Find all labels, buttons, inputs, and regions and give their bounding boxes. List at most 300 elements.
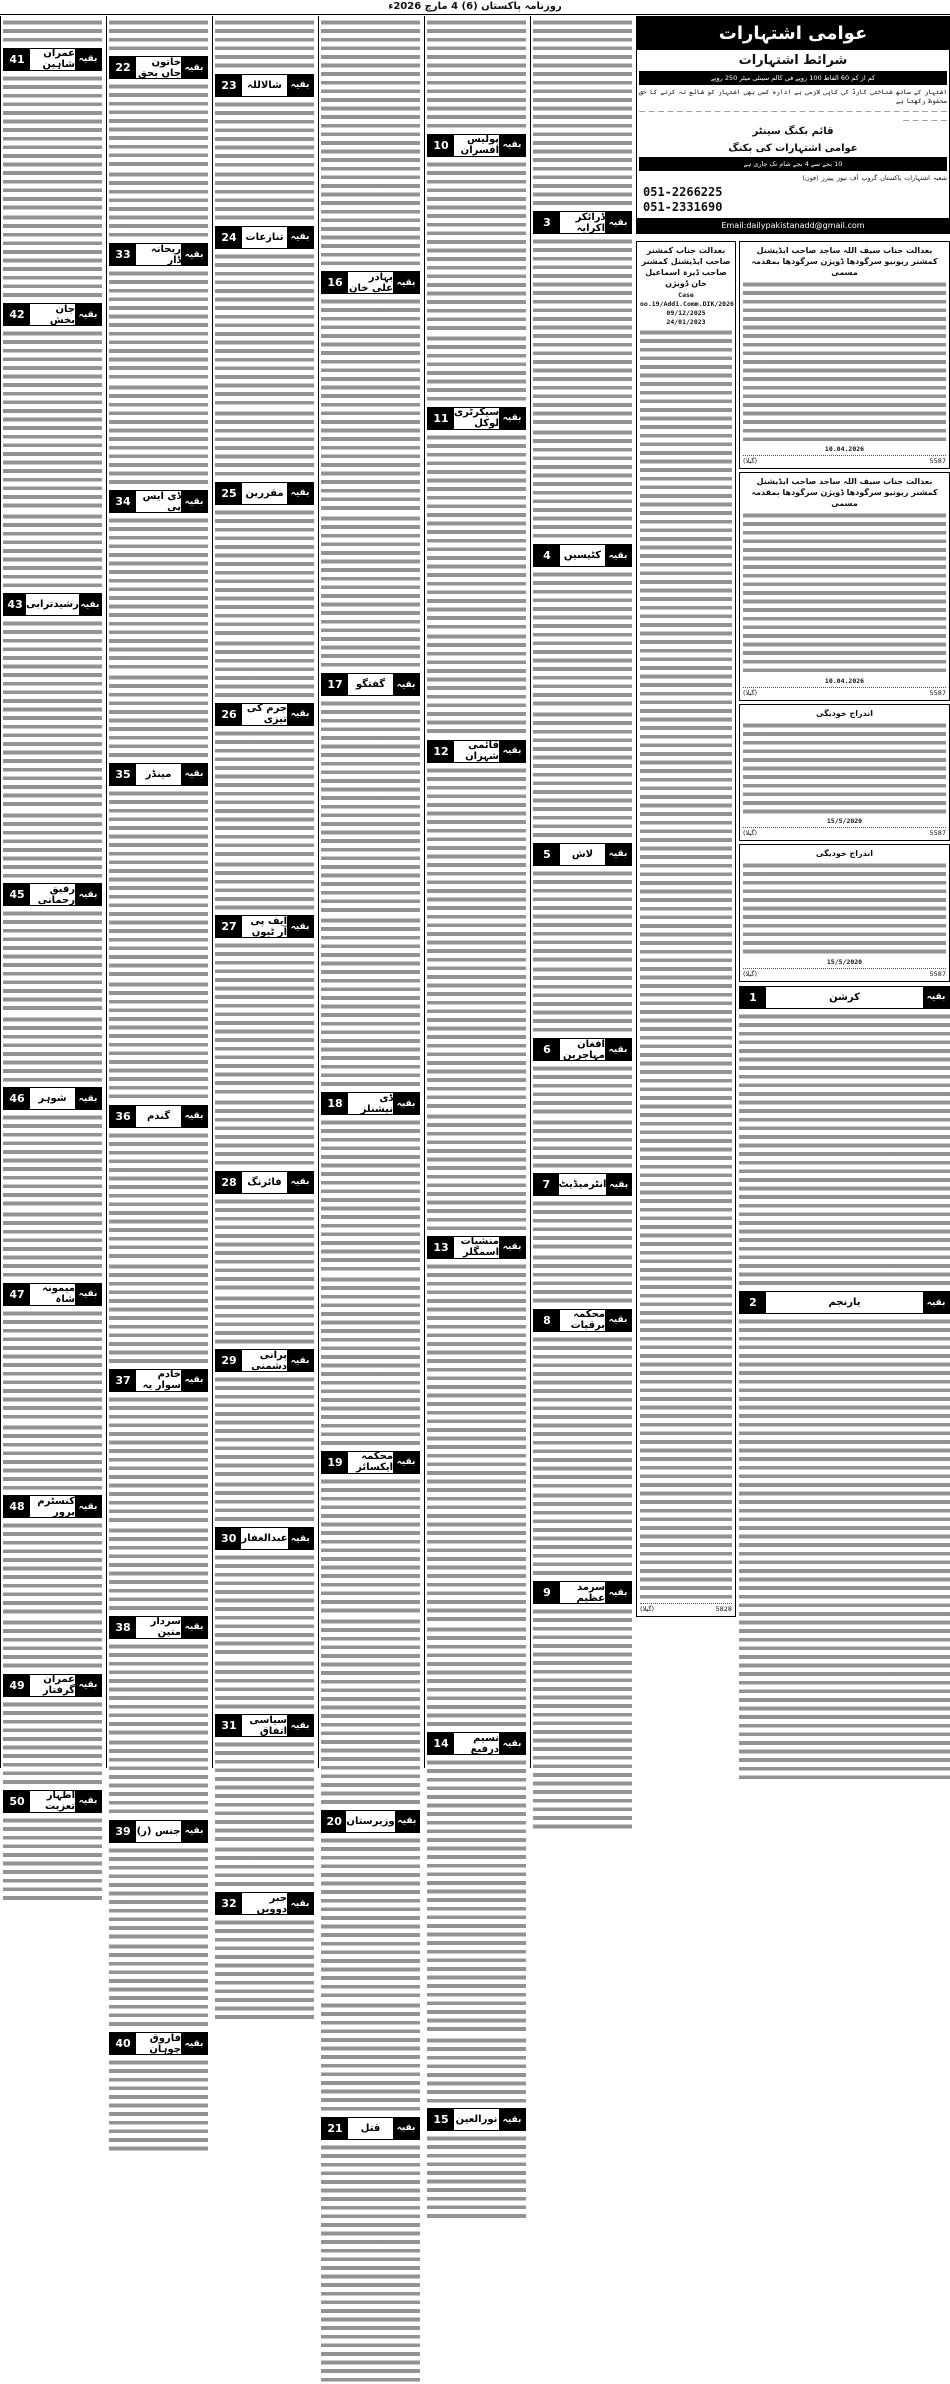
- section-header-13: [427, 1236, 526, 1259]
- body-text: [533, 1064, 632, 1116]
- body-text: [3, 811, 102, 880]
- section-title: افغان مہاجرین: [563, 1038, 605, 1061]
- section-number: 18: [322, 1093, 348, 1114]
- body-text: [109, 1846, 208, 1941]
- body-text: [321, 514, 420, 669]
- section-title: جبر دوویں: [256, 1892, 287, 1915]
- section-number: 23: [216, 75, 242, 96]
- body-text: [743, 721, 946, 816]
- section-title: لاش: [571, 848, 594, 860]
- body-text: [215, 1918, 314, 2021]
- body-text: [321, 1617, 420, 1806]
- section-label: بقیہ: [287, 1172, 313, 1193]
- case-no: 5828: [715, 1604, 732, 1613]
- body-text: [215, 860, 314, 912]
- section-title: قتل: [360, 2122, 381, 2134]
- case-date-2: 24/01/2023: [666, 317, 706, 326]
- body-text: [427, 1262, 526, 1623]
- section-label: بقیہ: [499, 1237, 525, 1258]
- section-header-40: [109, 2032, 208, 2055]
- section-label: بقیہ: [181, 1370, 207, 1391]
- section-label: بقیہ: [181, 1617, 207, 1638]
- section-number: 32: [216, 1893, 242, 1914]
- section-title: وزیرستان: [346, 1815, 395, 1827]
- court-notice-head: اندراج خودیگی: [816, 849, 873, 859]
- section-header-47: [3, 1283, 102, 1306]
- column-3: [212, 16, 316, 1915]
- body-text: [3, 213, 102, 299]
- section-title: جان بخش: [49, 303, 75, 326]
- body-text: [321, 18, 420, 267]
- section-label: بقیہ: [181, 57, 207, 78]
- section-title: تنازعات: [245, 231, 284, 243]
- section-label: بقیہ: [393, 1452, 419, 1473]
- body-text: [427, 18, 526, 130]
- section-label: بقیہ: [287, 75, 313, 96]
- section-title: محکمہ ایکسائز: [356, 1451, 393, 1474]
- body-text: [533, 18, 632, 207]
- section-number: 26: [216, 704, 242, 725]
- ads-subtitle: شرائط اشتہارات: [738, 53, 848, 68]
- section-header-26: [215, 703, 314, 726]
- section-header-4: [533, 544, 632, 567]
- notices-right: [739, 238, 950, 1784]
- section-title: رفیق رحمانی: [37, 883, 75, 906]
- ads-office: شعبہ اشتہارات پاکستان گروپ آف نیوز پیپرز (فون): [802, 174, 947, 183]
- section-title: گندم: [147, 1110, 171, 1122]
- section-number: 13: [428, 1237, 454, 1258]
- section-label: بقیہ: [287, 1893, 313, 1914]
- ads-booking-strip: 10 بجے سے 4 بجے شام تک جاری ہے: [639, 157, 947, 171]
- section-title: فاروق چوہان: [149, 2032, 181, 2055]
- section-header-35: [109, 763, 208, 786]
- section-number: 48: [4, 1496, 30, 1517]
- section-label: بقیہ: [75, 884, 101, 905]
- section-header-5: [533, 843, 632, 866]
- section-header-28: [215, 1171, 314, 1194]
- body-text: [109, 18, 208, 52]
- body-text: [109, 673, 208, 759]
- notices-area: [636, 238, 950, 1784]
- case-date-1: 09/12/2025: [666, 308, 706, 317]
- case-body: [640, 328, 732, 1601]
- court-notice-foot: 5587 (گیلا): [743, 829, 946, 838]
- section-number: 30: [216, 1528, 241, 1549]
- section-number: 10: [428, 135, 454, 156]
- body-text: [321, 297, 420, 512]
- section-header-10: [427, 134, 526, 157]
- body-text: [3, 1423, 102, 1492]
- section-label: بقیہ: [499, 135, 525, 156]
- section-number: 24: [216, 227, 242, 248]
- section-label: بقیہ: [181, 764, 207, 785]
- body-text: [321, 1275, 420, 1447]
- section-label: بقیہ: [75, 1791, 101, 1812]
- section-label: بقیہ: [75, 1088, 101, 1109]
- section-number: 40: [110, 2033, 136, 2054]
- court-notice: [739, 704, 950, 842]
- section-title: شوہر: [38, 1093, 67, 1105]
- court-notice-no: 5587: [929, 969, 946, 978]
- section-header-14: [427, 1732, 526, 1755]
- column-1: [0, 16, 104, 1813]
- body-text: [3, 74, 102, 212]
- section-header-3: [533, 211, 632, 234]
- section-header-30: [215, 1527, 314, 1550]
- section-title: منشیات اسمگلر: [460, 1236, 499, 1259]
- section-header-46: [3, 1087, 102, 1110]
- court-notice-head: بعدالت جناب سیف اللہ ساجد صاحب ایڈیشنل کمشنر ریونیو سرگودھا ڈویژن سرگودھا بمقدمہ مسمی: [751, 245, 938, 277]
- body-text: [3, 1309, 102, 1421]
- body-text: [427, 1112, 526, 1232]
- case-notice: [636, 241, 736, 1617]
- section-title: بہادر علی خان: [348, 271, 393, 294]
- section-header-49: [3, 1674, 102, 1697]
- body-text: [215, 252, 314, 407]
- body-text: [215, 1553, 314, 1656]
- section-label: بقیہ: [181, 491, 207, 512]
- section-title: فائرنگ: [247, 1176, 282, 1188]
- section-title: عمران شاہین: [42, 48, 75, 71]
- section-title: کرشن: [829, 991, 860, 1003]
- section-number: 6: [534, 1039, 560, 1060]
- body-text: [215, 1740, 314, 1843]
- section-label: بقیہ: [287, 916, 313, 937]
- section-label: بقیہ: [606, 1174, 631, 1195]
- section-header-18: [321, 1092, 420, 1115]
- section-label: بقیہ: [605, 212, 631, 233]
- masthead: روزنامہ پاکستان (6) 4 مارچ 2026ء: [0, 0, 950, 15]
- section-label: بقیہ: [181, 244, 207, 265]
- section-title: پرانی دشمنی: [251, 1349, 287, 1372]
- court-notice-date: 15/5/2020: [826, 957, 863, 966]
- section-header-37: [109, 1369, 208, 1392]
- section-header-39: [109, 1820, 208, 1843]
- section-label: بقیہ: [287, 227, 313, 248]
- section-label: بقیہ: [393, 2118, 419, 2139]
- section-header-15: [427, 2108, 526, 2131]
- court-notice: [739, 844, 950, 982]
- column-4: [318, 16, 422, 2135]
- section-title: ڈی ایس پی: [142, 490, 181, 513]
- body-text: [743, 280, 946, 443]
- court-notice-no: 5587: [929, 829, 946, 838]
- section-title: مقررین: [245, 487, 284, 499]
- section-header-38: [109, 1616, 208, 1639]
- section-header-50: [3, 1790, 102, 1813]
- court-notice-date: 10.04.2026: [824, 445, 865, 454]
- section-label: بقیہ: [287, 1715, 313, 1736]
- body-text: [109, 516, 208, 671]
- section-title: میمونہ شاہ: [42, 1283, 75, 1306]
- court-notice-foot: 5587 (گیلا): [743, 969, 946, 978]
- body-text: [215, 409, 314, 478]
- body-text: [215, 100, 314, 169]
- section-header-16: [321, 271, 420, 294]
- column-2: [106, 16, 210, 2055]
- section-header-2: [739, 1291, 950, 1314]
- body-text: [427, 334, 526, 403]
- section-number: 16: [322, 272, 348, 293]
- body-text: [109, 170, 208, 239]
- body-text: [533, 1335, 632, 1490]
- body-text: [3, 512, 102, 589]
- section-label: بقیہ: [499, 2109, 525, 2130]
- section-label: بقیہ: [499, 741, 525, 762]
- section-header-22: [109, 56, 208, 79]
- section-number: 45: [4, 884, 30, 905]
- section-number: 38: [110, 1617, 136, 1638]
- section-number: 25: [216, 483, 242, 504]
- section-number: 17: [322, 674, 348, 695]
- section-number: 47: [4, 1284, 30, 1305]
- section-title: نسیم درفیع: [470, 1732, 499, 1755]
- body-text: [109, 789, 208, 978]
- section-number: 34: [110, 491, 136, 512]
- section-header-48: [3, 1495, 102, 1518]
- section-label: بقیہ: [181, 2033, 207, 2054]
- section-label: بقیہ: [923, 987, 949, 1008]
- body-text: [109, 1642, 208, 1737]
- section-label: بقیہ: [923, 1292, 949, 1313]
- section-title: سیاسی اتفاق: [249, 1714, 287, 1737]
- section-number: 21: [322, 2118, 348, 2139]
- column-7-ads: [636, 16, 950, 1768]
- section-label: بقیہ: [499, 408, 525, 429]
- court-notice-foot: 5587 (گیلا): [743, 688, 946, 697]
- body-text: [533, 965, 632, 1034]
- body-text: [739, 1317, 950, 1781]
- section-number: 22: [110, 57, 136, 78]
- section-title: عمران گرفتار: [42, 1674, 75, 1697]
- body-text: [321, 2001, 420, 2113]
- section-header-6: [533, 1038, 632, 1061]
- section-label: بقیہ: [393, 1093, 419, 1114]
- section-title: جرم کی تیزی: [246, 703, 287, 726]
- ads-condition: اشتہار کے ساتھ شناختی کارڈ کی کاپی لازمی ہے ادارہ کسی بھی اشتہار کو شائع نہ کرنے کا حق محفوظ رکھتا ہے: [639, 88, 947, 105]
- section-header-17: [321, 673, 420, 696]
- body-text: [215, 1480, 314, 1523]
- section-label: بقیہ: [393, 674, 419, 695]
- section-title: عبدالغفار: [241, 1533, 288, 1545]
- section-label: بقیہ: [181, 1821, 207, 1842]
- section-header-33: [109, 243, 208, 266]
- body-text: [743, 511, 946, 674]
- body-text: [427, 1758, 526, 2033]
- column-5: [424, 16, 528, 2127]
- ads-headline: عوامی اشتہارات کی بکنگ: [728, 143, 858, 155]
- section-label: بقیہ: [287, 483, 313, 504]
- body-text: [321, 1118, 420, 1273]
- section-label: بقیہ: [605, 1582, 631, 1603]
- ads-filler: — — — — — — — — — — — — — — — — — — — — — — — — — — — — — — — — — — — — — —: [639, 107, 947, 124]
- section-title: کٹیسیں: [563, 550, 602, 562]
- body-text: [215, 1098, 314, 1167]
- section-label: بقیہ: [393, 272, 419, 293]
- section-title: سیکرٹری لوکل: [453, 407, 500, 430]
- body-text: [3, 1700, 102, 1786]
- ads-phone-1: 051-2266225: [643, 184, 723, 199]
- section-header-31: [215, 1714, 314, 1737]
- section-header-34: [109, 490, 208, 513]
- body-text: [3, 1618, 102, 1670]
- section-number: 42: [4, 304, 30, 325]
- section-label: بقیہ: [395, 1811, 419, 1832]
- section-label: بقیہ: [75, 1496, 101, 1517]
- section-label: بقیہ: [75, 49, 101, 70]
- section-header-12: [427, 740, 526, 763]
- body-text: [321, 1836, 420, 1999]
- section-title: جنس (ر): [136, 1825, 181, 1837]
- ads-title: عوامی اشتہارات: [637, 17, 949, 50]
- section-label: بقیہ: [499, 1733, 525, 1754]
- section-label: بقیہ: [605, 844, 631, 865]
- section-header-25: [215, 482, 314, 505]
- section-number: 46: [4, 1088, 30, 1109]
- body-text: [427, 2134, 526, 2220]
- section-title: سرمد عظیم: [576, 1581, 605, 1604]
- body-text: [215, 1197, 314, 1292]
- section-label: بقیہ: [75, 304, 101, 325]
- body-text: [3, 619, 102, 808]
- public-ads-box: [636, 16, 950, 234]
- section-title: اظہار تعزیت: [45, 1790, 75, 1813]
- section-number: 49: [4, 1675, 30, 1696]
- body-text: [215, 1845, 314, 1888]
- body-text: [3, 1521, 102, 1616]
- section-title: رشیدترابی: [26, 599, 79, 611]
- section-number: 28: [216, 1172, 242, 1193]
- body-text: [321, 916, 420, 1088]
- section-number: 4: [534, 545, 560, 566]
- court-notice-no: 5587: [929, 457, 946, 466]
- body-text: [3, 329, 102, 510]
- section-number: 31: [216, 1715, 242, 1736]
- section-header-21: [321, 2117, 420, 2140]
- body-text: [533, 1199, 632, 1251]
- body-text: [427, 160, 526, 332]
- column-6: [530, 16, 634, 1768]
- section-title: گفتگو: [355, 679, 386, 691]
- body-text: [3, 1113, 102, 1208]
- section-header-20: [321, 1810, 420, 1833]
- body-text: [743, 861, 946, 956]
- section-label: بقیہ: [605, 1039, 631, 1060]
- body-text: [215, 508, 314, 637]
- body-text: [215, 1375, 314, 1478]
- section-header-42: [3, 303, 102, 326]
- section-number: 36: [110, 1106, 136, 1127]
- body-text: [3, 1015, 102, 1084]
- body-text: [215, 729, 314, 858]
- section-number: 8: [534, 1310, 560, 1331]
- section-number: 11: [428, 408, 454, 429]
- section-number: 50: [4, 1791, 30, 1812]
- body-text: [739, 1012, 950, 1287]
- body-text: [321, 2143, 420, 2384]
- court-notice-head: بعدالت جناب سیف اللہ ساجد صاحب ایڈیشنل کمشنر ریونیو سرگودھا ڈویژن سرگودھا بمقدمہ مسمی: [751, 477, 938, 509]
- body-text: [109, 82, 208, 168]
- section-label: بقیہ: [181, 1106, 207, 1127]
- body-text: [215, 18, 314, 70]
- body-text: [215, 1659, 314, 1711]
- section-header-11: [427, 407, 526, 430]
- body-text: [321, 699, 420, 914]
- section-number: 2: [740, 1292, 766, 1313]
- section-title: مینڈر: [145, 768, 172, 780]
- body-text: [3, 1210, 102, 1279]
- section-label: بقیہ: [79, 594, 101, 615]
- section-label: بقیہ: [605, 1310, 631, 1331]
- body-text: [109, 980, 208, 1100]
- case-foot: 5828 (گیلا): [640, 1604, 732, 1613]
- section-number: 9: [534, 1582, 560, 1603]
- section-header-9: [533, 1581, 632, 1604]
- case-ref: no.19/Addi.Comm.DIK/2026: [640, 299, 734, 308]
- ads-center: قائم بکنگ سینٹر: [752, 126, 834, 138]
- section-number: 39: [110, 1821, 136, 1842]
- section-title: کنسٹرم پرور: [37, 1495, 75, 1518]
- section-number: 1: [740, 987, 766, 1008]
- body-text: [533, 1491, 632, 1577]
- body-text: [427, 766, 526, 1110]
- court-notice-head: اندراج خودیگی: [816, 708, 873, 718]
- section-label: بقیہ: [75, 1284, 101, 1305]
- section-number: 43: [4, 594, 26, 615]
- body-text: [3, 1816, 102, 1902]
- section-number: 15: [428, 2109, 454, 2130]
- court-notice-no: 5587: [929, 688, 946, 697]
- body-text: [533, 1607, 632, 1831]
- section-title: خاتون جاں بحق: [138, 56, 181, 79]
- ads-rates: کم از کم 60 الفاظ 100 روپے فی کالم سینٹی میٹر 250 روپے: [639, 71, 947, 85]
- section-title: خادم سوار یہ: [142, 1369, 181, 1392]
- court-notice-date: 15/5/2020: [826, 817, 863, 826]
- section-header-45: [3, 883, 102, 906]
- section-title: سردار متین: [150, 1616, 181, 1639]
- section-title: قائمی شہزان: [465, 740, 499, 763]
- section-number: 33: [110, 244, 136, 265]
- section-label: بقیہ: [288, 1528, 313, 1549]
- section-header-8: [533, 1309, 632, 1332]
- body-text: [215, 639, 314, 699]
- body-text: [3, 909, 102, 1012]
- section-header-43: [3, 593, 102, 616]
- section-number: 14: [428, 1733, 454, 1754]
- section-number: 5: [534, 844, 560, 865]
- section-title: ڈرائکر اکرایہ: [575, 211, 605, 234]
- section-number: 35: [110, 764, 136, 785]
- body-text: [109, 2058, 208, 2153]
- body-text: [533, 869, 632, 964]
- case-label: Case: [678, 290, 694, 299]
- body-text: [215, 941, 314, 1096]
- section-number: 29: [216, 1350, 242, 1371]
- section-header-19: [321, 1451, 420, 1474]
- section-number: 27: [216, 916, 242, 937]
- body-text: [109, 269, 208, 381]
- body-text: [427, 2036, 526, 2105]
- body-text: [533, 1253, 632, 1305]
- ads-phone-2: 051-2331690: [643, 199, 723, 214]
- section-title: ریحانہ ڈار: [150, 243, 181, 266]
- body-text: [3, 18, 102, 44]
- body-text: [533, 710, 632, 839]
- section-number: 12: [428, 741, 454, 762]
- body-text: [109, 383, 208, 486]
- notices-left: [636, 238, 736, 1784]
- body-text: [109, 1131, 208, 1260]
